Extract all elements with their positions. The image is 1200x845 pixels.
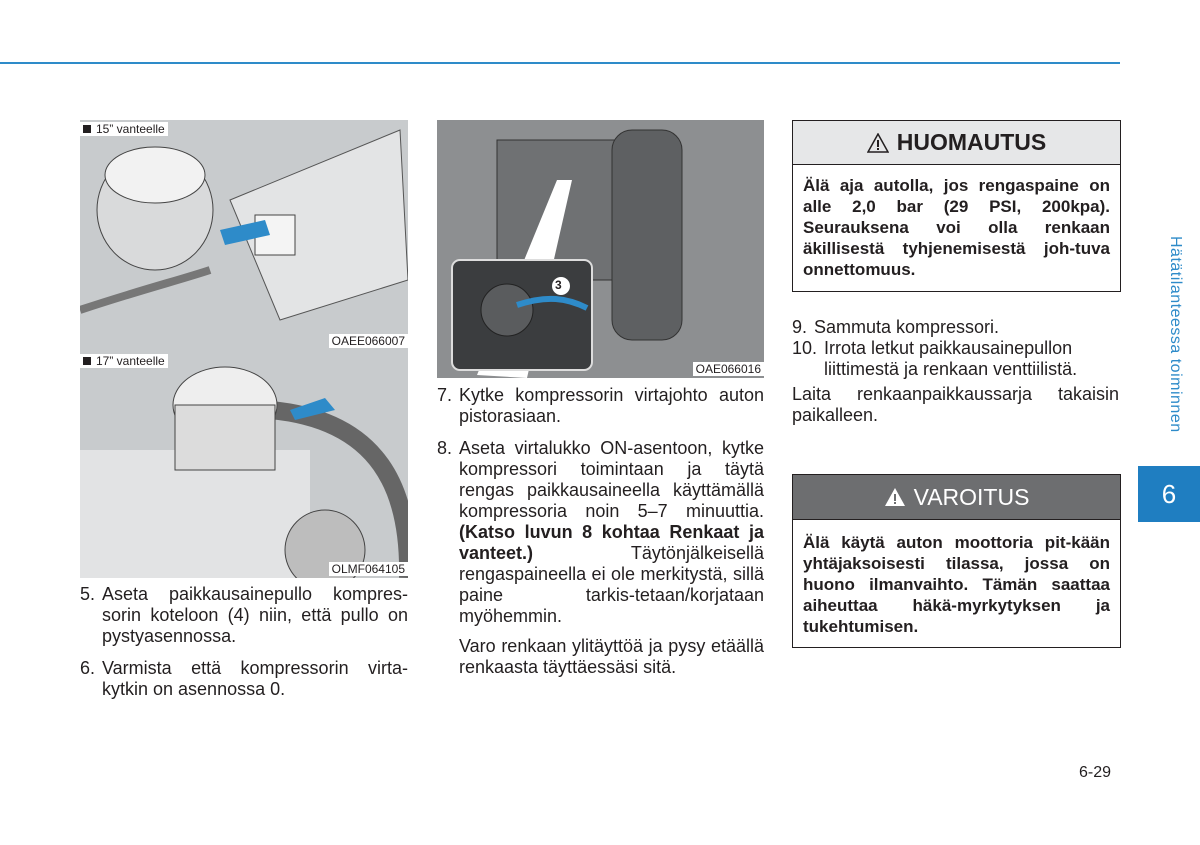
figure-code: OAEE066007: [329, 334, 408, 348]
step-text: Aseta paikkausainepullo kompres-sorin koteloon (4) niin, että pullo on pystyasennossa.: [102, 584, 408, 646]
step-text: Irrota letkut paikkausainepullon liittimestä ja renkaan venttiilistä.: [824, 338, 1078, 379]
step-6: [80, 658, 408, 700]
callout-number: 3: [555, 278, 562, 292]
square-bullet-icon: [83, 357, 91, 365]
figure-code: OAE066016: [693, 362, 764, 376]
cross-reference: (Katso luvun 8 kohtaa Renkaat ja vanteet.): [459, 522, 764, 563]
figure-code: OLMF064105: [329, 562, 408, 576]
warning-title: VAROITUS: [913, 483, 1030, 510]
warning-triangle-icon: [884, 487, 906, 507]
compressor-illustration: [80, 350, 408, 578]
caution-triangle-icon: [867, 133, 889, 153]
step-10: [792, 338, 1119, 380]
step-text-part: Täytönjälkeisellä rengaspaineella ei ole merkitystä, sillä paine tarkis-tetaan/korjataan myöhemmin.: [459, 543, 764, 626]
step-text: Sammuta kompressori.: [814, 317, 1000, 337]
square-bullet-icon: [83, 125, 91, 133]
notice-box: [792, 120, 1121, 292]
chapter-tab: 6: [1138, 466, 1200, 522]
step-number: 9.: [792, 317, 808, 337]
warning-text: Älä käytä auton moottoria pit-kään yhtäjaksoisesti tilassa, jossa on huono ilmanvaihto. Tämän saattaa aiheuttaa häkä-myrkytyksen ja tukehtumisen.: [803, 533, 1110, 636]
figure-compressor-15: [80, 120, 408, 350]
notice-text: Älä aja autolla, jos rengaspaine on alle 2,0 bar (29 PSI, 200kpa). Seurauksena voi olla renkaan äkillisestä tyhjenemisestä joh-tuva onnettomuus.: [803, 176, 1110, 279]
warning-header: [793, 475, 1120, 520]
compressor-illustration: [80, 120, 408, 350]
step-number: 8.: [437, 438, 453, 458]
figure-caption: [80, 122, 168, 136]
step-text-part: Aseta virtalukko ON-asentoon, kytke kompressori toimintaan ja täytä rengas paikkausaineella käyttämällä kompressoria noin 5–7 minuuttia.: [459, 438, 764, 521]
step-note: Varo renkaan ylitäyttöä ja pysy etäällä renkaasta täyttäessäsi sitä.: [459, 636, 764, 677]
step-7: [437, 385, 764, 427]
step-text: Kytke kompressorin virtajohto auton pistorasiaan.: [459, 385, 764, 426]
column-1-text: [80, 584, 408, 700]
caption-text: 17” vanteelle: [96, 354, 165, 368]
step-number: 7.: [437, 385, 453, 405]
figure-caption: [80, 354, 168, 368]
step-number: 10.: [792, 338, 818, 358]
column-3-text: [792, 317, 1119, 426]
step-9: [792, 317, 1119, 338]
step-8: [437, 438, 764, 678]
closing-text: Laita renkaanpaikkaussarja takaisin paikalleen.: [792, 384, 1119, 425]
section-title: Hätätilanteessa toiminnen: [1167, 236, 1184, 433]
step-5: [80, 584, 408, 647]
notice-header: [793, 121, 1120, 165]
step-text: [459, 438, 764, 627]
socket-illustration: [437, 120, 764, 378]
warning-box: [792, 474, 1121, 648]
figure-compressor-17: [80, 350, 408, 578]
step-body: [459, 438, 764, 678]
step-number: 5.: [80, 584, 96, 604]
figure-power-socket: [437, 120, 764, 378]
column-2-text: [437, 385, 764, 678]
notice-title: HUOMAUTUS: [896, 129, 1047, 155]
step-number: 6.: [80, 658, 96, 678]
caption-text: 15” vanteelle: [96, 122, 165, 136]
header-rule: [0, 62, 1120, 64]
page-number: 6-29: [1079, 764, 1112, 781]
step-text: Varmista että kompressorin virta-kytkin on asennossa 0.: [102, 658, 408, 699]
